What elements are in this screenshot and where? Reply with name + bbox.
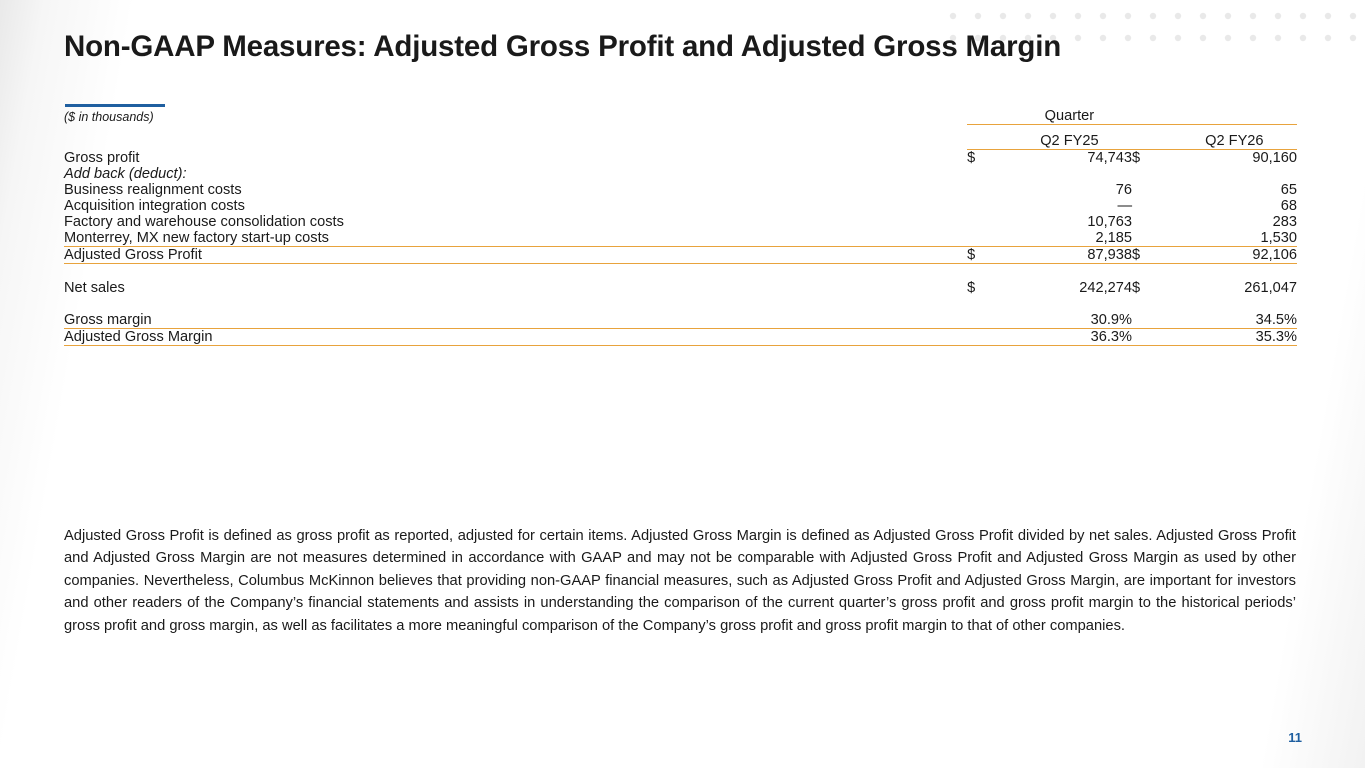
row-currency-gross-margin-q2fy25 <box>967 312 1007 329</box>
row-label-factory-warehouse-consolidation-costs: Factory and warehouse consolidation costs <box>64 214 344 230</box>
table-row <box>64 214 1297 230</box>
row-label-business-realignment-costs: Business realignment costs <box>64 182 242 198</box>
row-label-acquisition-integration-costs: Acquisition integration costs <box>64 198 245 214</box>
column-header-q2-fy26: Q2 FY26 <box>1172 125 1297 150</box>
row-currency-add-back-q2fy25 <box>967 166 1007 182</box>
table-row <box>64 182 1297 198</box>
row-currency-factory-consolidation-q2fy26 <box>1132 214 1172 230</box>
financial-table <box>64 108 1297 346</box>
row-value-gross-profit-q2fy25: 74,743 <box>1087 150 1133 166</box>
row-currency-adjusted-gross-profit-q2fy25: $ <box>967 247 1007 264</box>
table-row <box>64 247 1297 264</box>
row-label-adjusted-gross-profit: Adjusted Gross Profit <box>64 247 967 264</box>
row-label-net-sales: Net sales <box>64 280 125 296</box>
row-value-gross-margin-q2fy26: 34.5% <box>1255 312 1297 328</box>
row-currency-monterrey-q2fy26 <box>1132 230 1172 247</box>
row-value-gross-margin-q2fy25: 30.9% <box>1090 312 1133 328</box>
row-value-gross-profit-q2fy26: 90,160 <box>1252 150 1297 166</box>
row-currency-gross-profit-q2fy25: $ <box>967 150 976 166</box>
table-row <box>64 230 1297 247</box>
footnote-text: Adjusted Gross Profit is defined as gross profit as reported, adjusted for certain items. Adjusted Gross Margin is defined as Adjusted Gross Profit divided by net sales. Adjusted Gross Profit and Adjusted Gross Margin are not measures determined in accordance with GAAP and may not be comparable with Adjusted Gross Profit and Adjusted Gross Margin as used by other companies. Nevertheless, Columbus McKinnon believes that providing non-GAAP financial measures, such as Adjusted Gross Profit and Adjusted Gross Margin, are important for investors and other readers of the Company’s financial statements and assists in understanding the comparison of the current quarter’s gross profit and gross profit margin to the historical periods’ gross profit and gross margin, as well as facilitates a more meaningful comparison of the Company’s gross profit and gross profit margin to that of other companies. <box>64 528 1296 634</box>
group-header-quarter-left: Quarter <box>1007 108 1132 125</box>
row-value-adjusted-gross-profit-q2fy25: 87,938 <box>1007 247 1132 264</box>
row-currency-net-sales-q2fy25: $ <box>967 280 976 296</box>
row-value-add-back-q2fy26 <box>1172 166 1297 182</box>
row-label-monterrey-startup-costs: Monterrey, MX new factory start-up costs <box>64 230 967 247</box>
row-value-net-sales-q2fy25: 242,274 <box>1079 280 1133 296</box>
row-value-add-back-q2fy25 <box>1007 166 1132 182</box>
row-value-adjusted-gross-profit-q2fy26: 92,106 <box>1172 247 1297 264</box>
row-value-acquisition-integration-q2fy25: — <box>1117 198 1133 214</box>
row-currency-factory-consolidation-q2fy25 <box>967 214 1007 230</box>
row-currency-monterrey-q2fy25 <box>967 230 1007 247</box>
group-header-spacer-1 <box>967 108 1007 125</box>
table-row <box>64 280 1297 296</box>
row-value-business-realignment-q2fy25: 76 <box>1115 182 1133 198</box>
row-currency-business-realignment-q2fy26 <box>1132 182 1172 198</box>
row-value-business-realignment-q2fy26: 65 <box>1280 182 1297 198</box>
row-currency-business-realignment-q2fy25 <box>967 182 1007 198</box>
col-header-cur-2 <box>1132 125 1172 150</box>
row-value-factory-consolidation-q2fy26: 283 <box>1272 214 1297 230</box>
table-spacer-row <box>64 296 1297 312</box>
table-spacer-row <box>64 264 1297 281</box>
table-row <box>64 166 1297 182</box>
row-label-add-back-deduct: Add back (deduct): <box>64 166 187 182</box>
col-header-cur-1 <box>967 125 1007 150</box>
row-value-net-sales-q2fy26: 261,047 <box>1244 280 1297 296</box>
group-header-spacer-2 <box>1132 108 1172 125</box>
row-value-monterrey-q2fy25: 2,185 <box>1007 230 1132 247</box>
table-row <box>64 198 1297 214</box>
row-label-gross-profit: Gross profit <box>64 150 140 166</box>
row-currency-adjusted-gross-profit-q2fy26: $ <box>1132 247 1172 264</box>
row-currency-add-back-q2fy26 <box>1132 166 1172 182</box>
table-column-header-row <box>64 125 1297 150</box>
row-value-adjusted-gross-margin-q2fy26: 35.3% <box>1172 329 1297 346</box>
table-row <box>64 329 1297 346</box>
column-header-spacer <box>64 125 967 150</box>
row-label-gross-margin: Gross margin <box>64 312 152 328</box>
column-header-q2-fy25: Q2 FY25 <box>1007 125 1132 150</box>
table-group-header-row <box>64 108 1297 125</box>
row-currency-gross-margin-q2fy26 <box>1132 312 1172 329</box>
row-currency-acquisition-integration-q2fy25 <box>967 198 1007 214</box>
group-header-quarter-right <box>1172 108 1297 125</box>
page-number: 11 <box>1288 730 1302 745</box>
row-label-adjusted-gross-margin: Adjusted Gross Margin <box>64 329 967 346</box>
row-currency-gross-profit-q2fy26: $ <box>1132 150 1141 166</box>
row-currency-net-sales-q2fy26: $ <box>1132 280 1141 296</box>
row-value-factory-consolidation-q2fy25: 10,763 <box>1087 214 1133 230</box>
row-value-adjusted-gross-margin-q2fy25: 36.3% <box>1007 329 1132 346</box>
row-currency-adjusted-gross-margin-q2fy25 <box>967 329 1007 346</box>
table-row <box>64 150 1297 167</box>
row-currency-acquisition-integration-q2fy26 <box>1132 198 1172 214</box>
units-note-cell <box>64 108 967 125</box>
row-value-monterrey-q2fy26: 1,530 <box>1172 230 1297 247</box>
row-currency-adjusted-gross-margin-q2fy26 <box>1132 329 1172 346</box>
units-note: ($ in thousands) <box>64 109 154 124</box>
page-title: Non-GAAP Measures: Adjusted Gross Profit and Adjusted Gross Margin <box>64 30 1062 63</box>
table-row <box>64 312 1297 329</box>
title-accent-rule <box>65 104 165 107</box>
row-value-acquisition-integration-q2fy26: 68 <box>1280 198 1297 214</box>
